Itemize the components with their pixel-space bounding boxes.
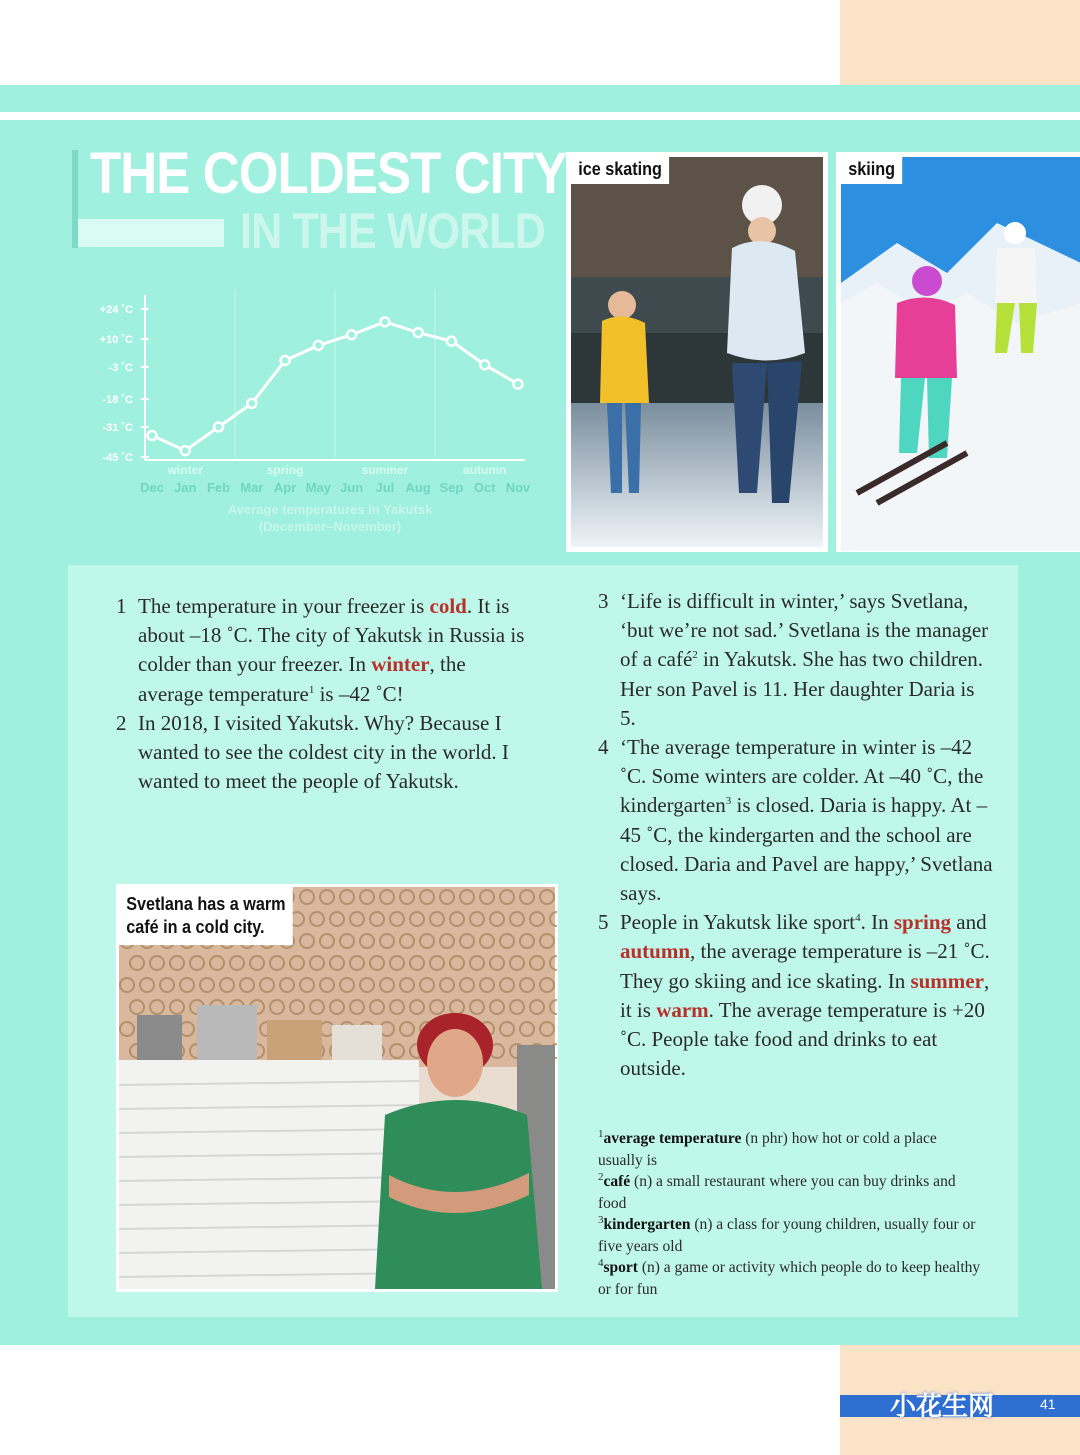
page-subtitle: IN THE WORLD bbox=[240, 203, 545, 259]
glossary-item-4: $^4$sport (n) a game or activity which people do to keep healthy or for fun bbox=[598, 1256, 981, 1298]
data-point bbox=[514, 380, 523, 389]
y-tick-label: -31 ˚C bbox=[102, 421, 133, 434]
data-point bbox=[181, 446, 190, 455]
paragraph-2: 2 In 2018, I visited Yakutsk. Why? Because I wanted to see the coldest city in the world. I wanted to meet the people of Yakutsk. bbox=[116, 710, 509, 794]
data-point bbox=[247, 399, 256, 408]
season-label: winter bbox=[167, 463, 203, 477]
month-label: Apr bbox=[273, 480, 297, 495]
y-tick-label: +24 ˚C bbox=[99, 304, 133, 316]
chart-subtitle: (December–November) bbox=[258, 519, 402, 534]
month-label: Dec bbox=[140, 480, 164, 495]
season-label: spring bbox=[266, 463, 304, 477]
cafe-caption bbox=[119, 887, 293, 945]
data-point bbox=[314, 341, 323, 350]
glossary-item-2: $^2$café (n) a small restaurant where you can buy drinks and food bbox=[598, 1170, 956, 1212]
right-column bbox=[598, 587, 993, 1083]
glossary-term: sport bbox=[603, 1259, 638, 1276]
paragraph-3-number: 3 bbox=[598, 589, 609, 613]
watermark: 小花生网 bbox=[890, 1391, 995, 1421]
glossary-item-1: $^1$average temperature (n phr) how hot or cold a place usually is bbox=[598, 1127, 937, 1169]
glossary bbox=[598, 1128, 983, 1300]
month-label: Jul bbox=[375, 480, 395, 495]
month-label: May bbox=[305, 480, 332, 495]
y-tick-label: -3 ˚C bbox=[108, 361, 133, 374]
cafe-image bbox=[117, 885, 557, 1291]
temperature-chart bbox=[80, 285, 550, 545]
paragraph-5-number: 5 bbox=[598, 910, 609, 935]
left-column bbox=[116, 592, 536, 796]
month-label: Sep bbox=[439, 480, 464, 495]
paragraph-4: 4 ‘The average temperature in winter is –42 ˚C. Some winters are colder. At –40 ˚C, the kindergarten$^3$ is closed. Daria is happy. At –45 ˚C, the kindergarten and the school are closed. Daria and Pavel are happy,’ Svetlana says. bbox=[598, 735, 993, 906]
top-band bbox=[0, 85, 1080, 112]
month-label: Aug bbox=[405, 480, 431, 495]
month-label: Jun bbox=[340, 480, 364, 495]
cafe-photo bbox=[116, 884, 558, 1292]
glossary-term: average temperature bbox=[603, 1130, 742, 1147]
month-label: Mar bbox=[240, 480, 264, 495]
ice-skating-photo bbox=[566, 152, 828, 552]
cafe-caption-line2: café in a cold city. bbox=[126, 917, 265, 937]
title-strip bbox=[78, 219, 224, 247]
month-label: Nov bbox=[505, 480, 531, 495]
skiing-photo bbox=[836, 152, 1080, 552]
y-tick-label: +10 ˚C bbox=[99, 334, 133, 347]
footnote-ref-2[interactable]: 2 bbox=[692, 649, 698, 662]
paragraph-2-number: 2 bbox=[116, 710, 127, 735]
chart-title: Average temperatures in Yakutsk bbox=[227, 502, 433, 517]
footnote-ref-3[interactable]: 3 bbox=[725, 795, 732, 808]
paragraph-1: 1 The temperature in your freezer is cold. It is about –18 ˚C. The city of Yakutsk in Russia is colder than your freezer. In winter, the average temperature$^1$ is –42 ˚C! bbox=[116, 594, 525, 706]
page-title: THE COLDEST CITY bbox=[90, 141, 567, 206]
page-number: 41 bbox=[1040, 1396, 1056, 1412]
month-label: Jan bbox=[174, 480, 197, 495]
footnote-ref-4[interactable]: 4 bbox=[855, 912, 861, 925]
ice-skating-image bbox=[567, 153, 827, 551]
ice-skating-label: ice skating bbox=[571, 155, 669, 184]
highlight-spring: spring bbox=[893, 910, 952, 935]
glossary-item-3: $^3$kindergarten (n) a class for young children, usually four or five years old bbox=[598, 1213, 976, 1255]
y-tick-label: -18 ˚C bbox=[102, 394, 133, 407]
month-label: Feb bbox=[206, 480, 231, 495]
data-point bbox=[214, 422, 223, 431]
highlight-summer: summer bbox=[910, 968, 984, 993]
data-point bbox=[480, 360, 489, 369]
month-label: Oct bbox=[473, 480, 496, 495]
glossary-term: café bbox=[603, 1173, 631, 1190]
highlight-autumn: autumn bbox=[620, 939, 691, 964]
top-corner-block bbox=[840, 0, 1080, 85]
footnote-ref-1[interactable]: 1 bbox=[308, 683, 315, 696]
data-point bbox=[148, 431, 157, 440]
data-point bbox=[281, 356, 290, 365]
data-point bbox=[414, 328, 423, 337]
paragraph-5: 5 People in Yakutsk like sport$^4$. In spring and autumn, the average temperature is –21 ˚C. They go skiing and ice skating. In summer, it is warm. The average temperature is +20 ˚C. People take food and drinks to eat outside. bbox=[598, 910, 990, 1081]
season-label: summer bbox=[361, 463, 409, 477]
data-point bbox=[447, 337, 456, 346]
data-point bbox=[380, 317, 389, 326]
skiing-label: skiing bbox=[841, 155, 902, 184]
highlight-warm: warm bbox=[656, 997, 709, 1022]
skiing-image bbox=[837, 153, 1080, 551]
paragraph-3: 3 ‘Life is difficult in winter,’ says Svetlana, ‘but we’re not sad.’ Svetlana is the manager of a café$^2$ in Yakutsk. She has two children. Her son Pavel is 11. Her daughter Daria is 5. bbox=[598, 589, 989, 730]
glossary-term: kindergarten bbox=[603, 1216, 691, 1233]
cafe-caption-line1: Svetlana has a warm bbox=[126, 894, 286, 914]
paragraph-4-number: 4 bbox=[598, 735, 609, 760]
season-label: autumn bbox=[463, 463, 507, 477]
data-point bbox=[347, 330, 356, 339]
highlight-cold: cold bbox=[429, 594, 467, 618]
paragraph-1-number: 1 bbox=[116, 594, 127, 618]
y-tick-label: -45 ˚C bbox=[102, 452, 133, 464]
highlight-winter: winter bbox=[371, 652, 430, 677]
